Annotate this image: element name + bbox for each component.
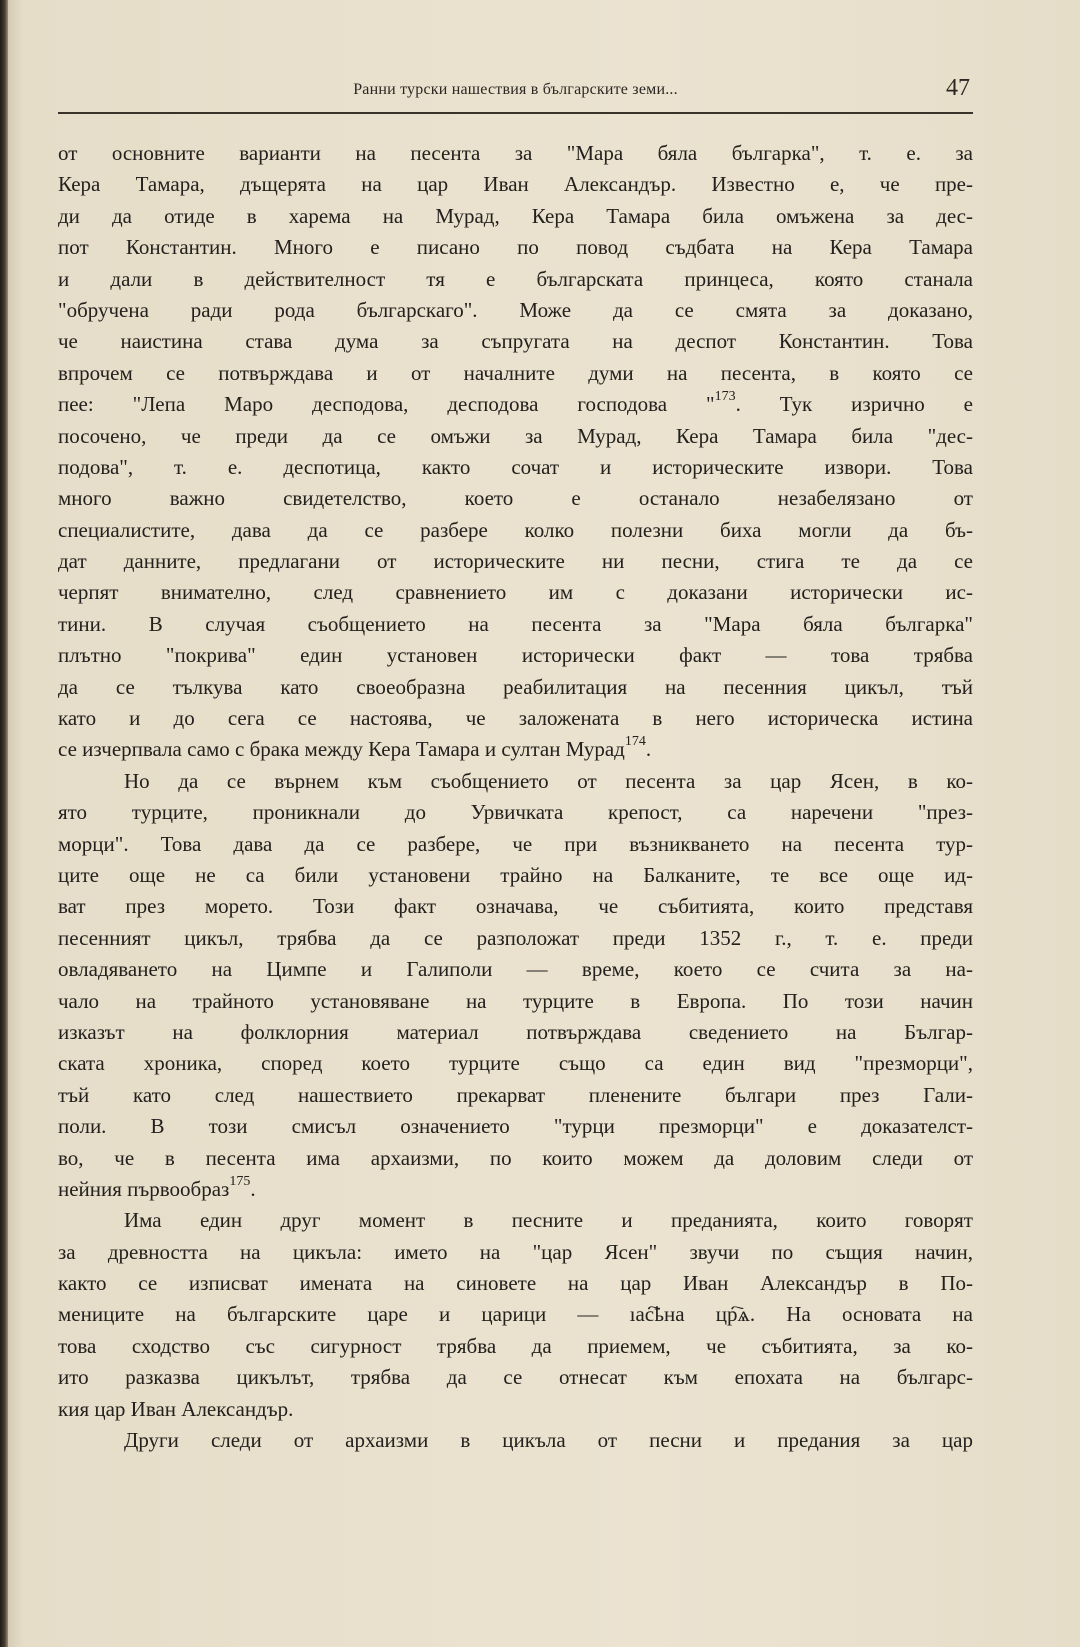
line-text: ват през морето. Този факт означава, че събитията, които представя: [58, 894, 973, 919]
line-text: както се изписват имената на синовете на цар Иван Александър в По-: [58, 1271, 973, 1296]
text-line: [58, 326, 973, 357]
text-line: [58, 483, 973, 514]
text-line: [58, 860, 973, 891]
line-text: поли. В този смисъл означението "турци презморци" е доказателст-: [58, 1114, 973, 1139]
line-text: пот Константин. Много е писано по повод съдбата на Кера Тамара: [58, 235, 973, 260]
text-line: [58, 169, 973, 200]
line-text: се изчерпвала само с брака между Кера Тамара и султан Мурад: [58, 737, 625, 762]
line-text: "обручена ради рода българскаго". Може да се смята за доказано,: [58, 297, 973, 322]
line-text: чало на трайното установяване на турците в Европа. По този начин: [58, 988, 973, 1013]
page-header: [58, 77, 973, 109]
header-rule: [58, 112, 973, 114]
line-text: като и до сега се настоява, че заложената в него историческа истина: [58, 706, 973, 731]
line-text: изказът на фолклорния материал потвърждава сведението на Българ-: [58, 1019, 973, 1044]
line-text: во, че в песента има архаизми, по които можем да доловим следи от: [58, 1145, 973, 1170]
line-text: морци". Това дава да се разбере, че при възникването на песента тур-: [58, 831, 973, 856]
line-text: впрочем се потвърждава и от началните думи на песента, в която се: [58, 360, 973, 385]
line-text: ято турците, проникнали до Урвичката крепост, са наречени "през-: [58, 800, 973, 825]
text-line: [58, 546, 973, 577]
line-text: и дали в действителност тя е българската принцеса, която станала: [58, 266, 973, 291]
line-text: посочено, че преди да се омъжи за Мурад, Кера Тамара била "дес-: [58, 423, 973, 448]
text-line: [58, 1237, 973, 1268]
line-text: дат данните, предлагани от историческите ни песни, стига те да се: [58, 549, 973, 574]
text-line: [58, 201, 973, 232]
text-line: [58, 1111, 973, 1142]
line-text: ците още не са били установени трайно на Балканите, те все още ид-: [58, 862, 973, 887]
text-line: [58, 609, 973, 640]
book-binding-edge: [0, 0, 8, 1647]
line-text: ито разказва цикълът, трябва да се отнесат към епохата на българс-: [58, 1365, 973, 1390]
text-line: [58, 1017, 973, 1048]
text-line: [58, 766, 973, 797]
text-line: [58, 891, 973, 922]
line-text: Има един друг момент в песните и преданията, които говорят: [124, 1208, 973, 1233]
line-text: тъй като след нашествието прекарват пленените българи през Гали-: [58, 1082, 973, 1107]
text-line: [58, 1205, 973, 1236]
text-line: [58, 734, 973, 765]
text-line: [58, 954, 973, 985]
line-text: тини. В случая съобщението на песента за "Мара бяла българка": [58, 611, 973, 636]
text-line: [58, 986, 973, 1017]
line-text: специалистите, дава да се разбере колко полезни биха могли да бъ-: [58, 517, 973, 542]
line-text: Други следи от архаизми в цикъла от песни и предания за цар: [124, 1428, 973, 1453]
body-text: [58, 138, 973, 1456]
page-number: 47: [946, 75, 970, 101]
line-text: ди да отиде в харема на Мурад, Кера Тамара била омъжена за дес-: [58, 203, 973, 228]
text-line: [58, 1299, 973, 1330]
text-line: [58, 1143, 973, 1174]
line-text: овладяването на Цимпе и Галиполи — време, което се счита за на-: [58, 957, 973, 982]
line-text: подова", т. е. деспотица, както сочат и историческите извори. Това: [58, 454, 973, 479]
text-line: [58, 295, 973, 326]
line-text: плътно "покрива" един установен исторически факт — това трябва: [58, 643, 973, 668]
text-line: [58, 138, 973, 169]
footnote-marker: 175: [229, 1173, 251, 1189]
text-line: [58, 797, 973, 828]
text-line: [58, 1394, 973, 1425]
line-text: за древността на цикъла: името на "цар Ясен" звучи по същия начин,: [58, 1239, 973, 1264]
text-line: [58, 672, 973, 703]
footnote-marker: 174: [624, 734, 646, 750]
line-text: черпят внимателно, след сравнението им с доказани исторически ис-: [58, 580, 973, 605]
text-line: [58, 452, 973, 483]
line-text: много важно свидетелство, което е останало незабелязано от: [58, 486, 973, 511]
line-text: ската хроника, според което турците също са един вид "презморци",: [58, 1051, 973, 1076]
text-line: [58, 421, 973, 452]
line-text: нейния първообраз: [58, 1176, 230, 1201]
text-line: [58, 703, 973, 734]
line-text: кия цар Иван Александър.: [58, 1396, 294, 1421]
line-text: че наистина става дума за съпругата на деспот Константин. Това: [58, 329, 973, 354]
line-text: да се тълкува като своеобразна реабилитация на песенния цикъл, тъй: [58, 674, 973, 699]
line-text: песенният цикъл, трябва да се разположат преди 1352 г., т. е. преди: [58, 925, 973, 950]
text-line: [58, 640, 973, 671]
text-line: [58, 923, 973, 954]
text-line: [58, 829, 973, 860]
text-line: [58, 577, 973, 608]
line-text-after-footnote: .: [645, 737, 652, 762]
text-line: [58, 1174, 973, 1205]
line-text: пее: "Лепа Маро десподова, десподова господова ": [58, 392, 715, 417]
text-line: [58, 1268, 973, 1299]
text-line: [58, 232, 973, 263]
text-line: [58, 515, 973, 546]
line-text-after-footnote: .: [250, 1176, 256, 1201]
text-line: [58, 389, 973, 420]
text-line: [58, 358, 973, 389]
text-line: [58, 1048, 973, 1079]
footnote-marker: 173: [714, 389, 736, 405]
line-text: Но да се върнем към съобщението от песента за цар Ясен, в ко-: [124, 768, 973, 793]
text-line: [58, 264, 973, 295]
text-line: [58, 1362, 973, 1393]
line-text-after-footnote: . Тук изрично е: [735, 392, 973, 417]
line-text: от основните варианти на песента за "Мара бяла българка", т. е. за: [58, 141, 973, 165]
text-line: [58, 1425, 973, 1456]
text-line: [58, 1080, 973, 1111]
text-line: [58, 1331, 973, 1362]
line-text: това сходство със сигурност трябва да приемем, че събитията, за ко-: [58, 1333, 973, 1358]
line-text: Кера Тамара, дъщерята на цар Иван Александър. Известно е, че пре-: [58, 172, 973, 197]
line-text: мениците на българските царе и царици — ıас҇ҍна цр҇ѧ. На основата на: [58, 1302, 973, 1327]
running-title: Ранни турски нашествия в българските земи...: [353, 81, 678, 98]
